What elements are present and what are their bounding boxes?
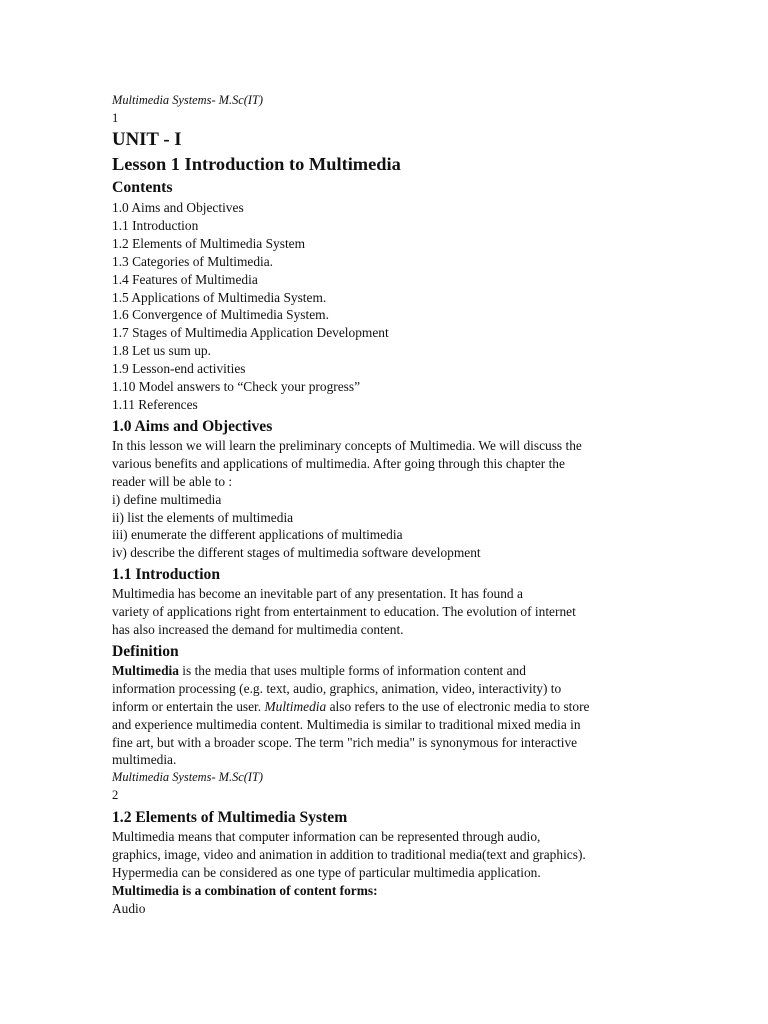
text-line: Hypermedia can be considered as one type of particular multimedia application. [112, 865, 541, 881]
definition-heading: Definition [112, 642, 179, 660]
text-line: In this lesson we will learn the preliminary concepts of Multimedia. We will discuss the [112, 437, 582, 453]
term-italic: Multimedia [264, 698, 327, 714]
elements-body [112, 828, 652, 918]
contents-item: 1.6 Convergence of Multimedia System. [112, 307, 329, 323]
lesson-title: Lesson 1 Introduction to Multimedia [112, 154, 401, 174]
text-line: Multimedia means that computer information can be represented through audio, [112, 829, 541, 845]
contents-item: 1.4 Features of Multimedia [112, 271, 258, 287]
text-line: has also increased the demand for multimedia content. [112, 622, 404, 638]
objective-item: ii) list the elements of multimedia [112, 509, 294, 525]
contents-item: 1.2 Elements of Multimedia System [112, 235, 306, 251]
contents-item: 1.7 Stages of Multimedia Application Development [112, 325, 389, 341]
objective-item: iv) describe the different stages of multimedia software development [112, 545, 481, 561]
text-line: inform or entertain the user. Multimedia also refers to the use of electronic media to store [112, 698, 590, 714]
introduction-heading: 1.1 Introduction [112, 566, 221, 584]
aims-body [112, 437, 652, 562]
aims-heading: 1.0 Aims and Objectives [112, 417, 273, 435]
text-line: Multimedia has become an inevitable part of any presentation. It has found a [112, 586, 523, 602]
text-line: information processing (e.g. text, audio, graphics, animation, video, interactivity) to [112, 680, 562, 696]
document-page [112, 92, 652, 918]
contents-list [112, 199, 652, 414]
text-line: and experience multimedia content. Multimedia is similar to traditional mixed media in [112, 716, 581, 732]
objective-item: i) define multimedia [112, 491, 222, 507]
unit-title: UNIT - I [112, 129, 182, 150]
contents-item: 1.10 Model answers to “Check your progress” [112, 379, 361, 395]
contents-heading: Contents [112, 179, 173, 196]
contents-item: 1.11 References [112, 396, 198, 412]
page-number: 1 [112, 110, 119, 125]
text-line: variety of applications right from entertainment to education. The evolution of internet [112, 604, 576, 620]
contents-item: 1.0 Aims and Objectives [112, 200, 244, 215]
term-bold: Multimedia [112, 662, 179, 678]
text-line: fine art, but with a broader scope. The term "rich media" is synonymous for interactive [112, 734, 578, 750]
text-line: various benefits and applications of multimedia. After going through this chapter the [112, 455, 565, 471]
contents-item: 1.8 Let us sum up. [112, 343, 211, 359]
definition-body [112, 662, 652, 769]
page-number: 2 [112, 787, 119, 802]
contents-item: 1.9 Lesson-end activities [112, 361, 246, 377]
list-item: Audio [112, 901, 146, 916]
running-header: Multimedia Systems- M.Sc(IT) [112, 770, 264, 785]
contents-item: 1.3 Categories of Multimedia. [112, 253, 274, 269]
text-line: Multimedia is the media that uses multiple forms of information content and [112, 662, 526, 678]
objective-item: iii) enumerate the different applications of multimedia [112, 527, 403, 543]
text-line: multimedia. [112, 752, 177, 768]
introduction-body [112, 585, 652, 639]
contents-item: 1.1 Introduction [112, 217, 199, 233]
running-header: Multimedia Systems- M.Sc(IT) [112, 93, 264, 107]
text-line: graphics, image, video and animation in addition to traditional media(text and graphics). [112, 847, 586, 863]
text-line: reader will be able to : [112, 473, 233, 489]
elements-heading: 1.2 Elements of Multimedia System [112, 809, 348, 827]
bold-line: Multimedia is a combination of content forms: [112, 883, 378, 899]
contents-item: 1.5 Applications of Multimedia System. [112, 289, 327, 305]
